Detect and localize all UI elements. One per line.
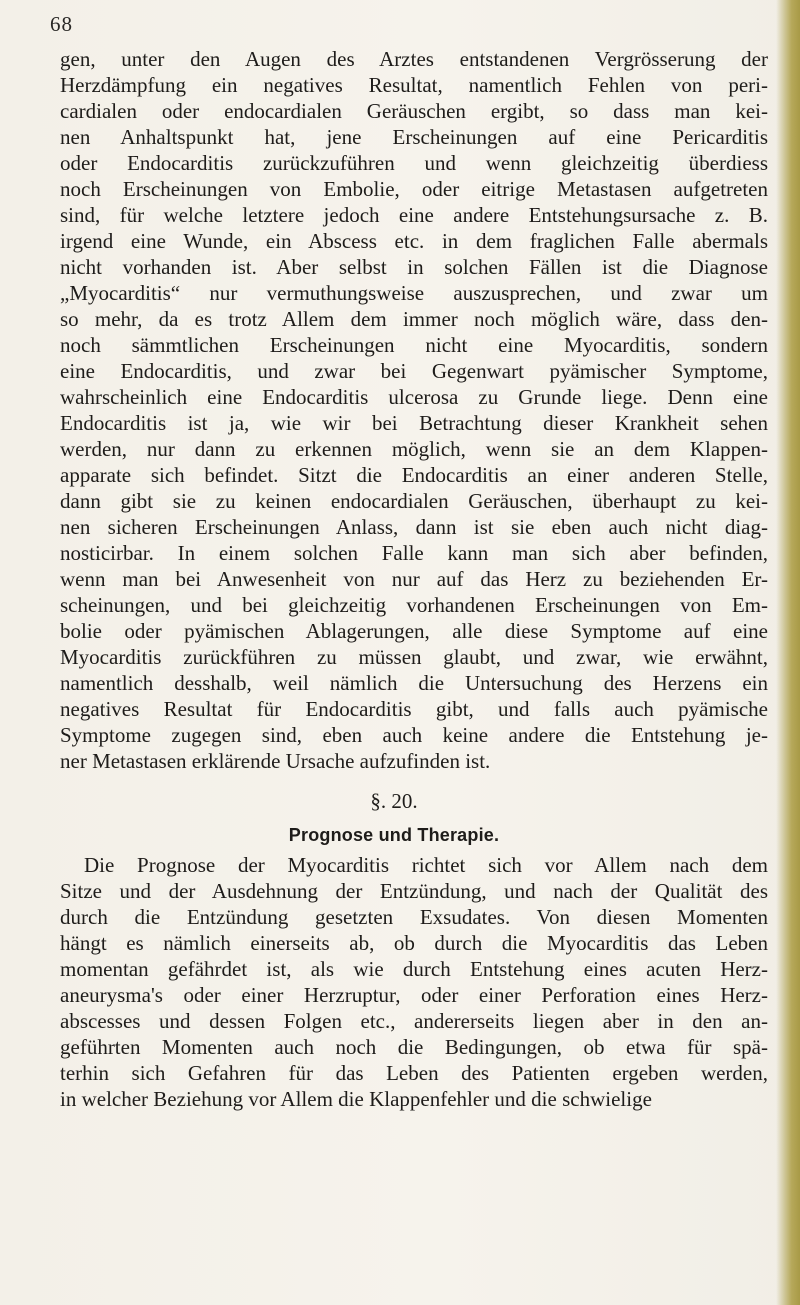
text-line: in welcher Beziehung vor Allem die Klappenfehler und die schwielige <box>60 1087 652 1111</box>
page-number: 68 <box>50 12 73 36</box>
text-line: nosticirbar. In einem solchen Falle kann man sich aber befinden, <box>60 541 768 565</box>
section-number: §. 20. <box>370 789 418 813</box>
text-line: oder Endocarditis zurückzuführen und wenn gleichzeitig überdiess <box>60 151 768 175</box>
text-line: Die Prognose der Myocarditis richtet sich vor Allem nach dem <box>84 853 768 877</box>
text-line: eine Endocarditis, und zwar bei Gegenwart pyämischer Symptome, <box>60 359 768 383</box>
body-text <box>60 46 768 1112</box>
text-line: bolie oder pyämischen Ablagerungen, alle diese Symptome auf eine <box>60 619 768 643</box>
page-edge <box>776 0 800 1305</box>
text-line: „Myocarditis“ nur vermuthungsweise auszusprechen, und zwar um <box>60 281 768 305</box>
text-line: noch Erscheinungen von Embolie, oder eitrige Metastasen aufgetreten <box>60 177 768 201</box>
text-line: terhin sich Gefahren für das Leben des Patienten ergeben werden, <box>60 1061 768 1085</box>
section-title: Prognose und Therapie. <box>288 825 500 845</box>
text-line: cardialen oder endocardialen Geräuschen ergibt, so dass man kei- <box>60 99 768 123</box>
text-line: geführten Momenten auch noch die Bedingungen, ob etwa für spä- <box>60 1035 768 1059</box>
text-line: nen sicheren Erscheinungen Anlass, dann ist sie eben auch nicht diag- <box>60 515 768 539</box>
text-line: durch die Entzündung gesetzten Exsudates. Von diesen Momenten <box>60 905 768 929</box>
text-line: so mehr, da es trotz Allem dem immer noch möglich wäre, dass den- <box>60 307 768 331</box>
text-line: noch sämmtlichen Erscheinungen nicht eine Myocarditis, sondern <box>60 333 768 357</box>
text-line: nicht vorhanden ist. Aber selbst in solchen Fällen ist die Diagnose <box>60 255 768 279</box>
text-line: Herzdämpfung ein negatives Resultat, namentlich Fehlen von peri- <box>60 73 768 97</box>
text-line: ner Metastasen erklärende Ursache aufzufinden ist. <box>60 749 491 773</box>
text-line: negatives Resultat für Endocarditis gibt, und falls auch pyämische <box>60 697 768 721</box>
text-line: Myocarditis zurückführen zu müssen glaubt, und zwar, wie erwähnt, <box>60 645 768 669</box>
text-line: scheinungen, und bei gleichzeitig vorhandenen Erscheinungen von Em- <box>60 593 768 617</box>
text-line: dann gibt sie zu keinen endocardialen Geräuschen, überhaupt zu kei- <box>60 489 768 513</box>
text-line: momentan gefährdet ist, als wie durch Entstehung eines acuten Herz- <box>60 957 768 981</box>
text-line: Sitze und der Ausdehnung der Entzündung, und nach der Qualität des <box>60 879 768 903</box>
text-line: Endocarditis ist ja, wie wir bei Betrachtung dieser Krankheit sehen <box>60 411 768 435</box>
text-line: wenn man bei Anwesenheit von nur auf das Herz zu beziehenden Er- <box>60 567 768 591</box>
text-line: abscesses und dessen Folgen etc., andererseits liegen aber in den an- <box>60 1009 768 1033</box>
text-line: sind, für welche letztere jedoch eine andere Entstehungsursache z. B. <box>60 203 768 227</box>
text-line: irgend eine Wunde, ein Abscess etc. in dem fraglichen Falle abermals <box>60 229 768 253</box>
text-line: gen, unter den Augen des Arztes entstandenen Vergrösserung der <box>60 47 768 71</box>
text-line: apparate sich befindet. Sitzt die Endocarditis an einer anderen Stelle, <box>60 463 768 487</box>
paragraph-2 <box>60 852 768 1112</box>
text-line: Symptome zugegen sind, eben auch keine andere die Entstehung je- <box>60 723 768 747</box>
text-line: nen Anhaltspunkt hat, jene Erscheinungen auf eine Pericarditis <box>60 125 768 149</box>
paragraph-1 <box>60 46 768 774</box>
text-line: werden, nur dann zu erkennen möglich, wenn sie an dem Klappen- <box>60 437 768 461</box>
text-line: wahrscheinlich eine Endocarditis ulcerosa zu Grunde liege. Denn eine <box>60 385 768 409</box>
text-line: aneurysma's oder einer Herzruptur, oder einer Perforation eines Herz- <box>60 983 768 1007</box>
text-line: hängt es nämlich einerseits ab, ob durch die Myocarditis das Leben <box>60 931 768 955</box>
text-line: namentlich desshalb, weil nämlich die Untersuchung des Herzens ein <box>60 671 768 695</box>
